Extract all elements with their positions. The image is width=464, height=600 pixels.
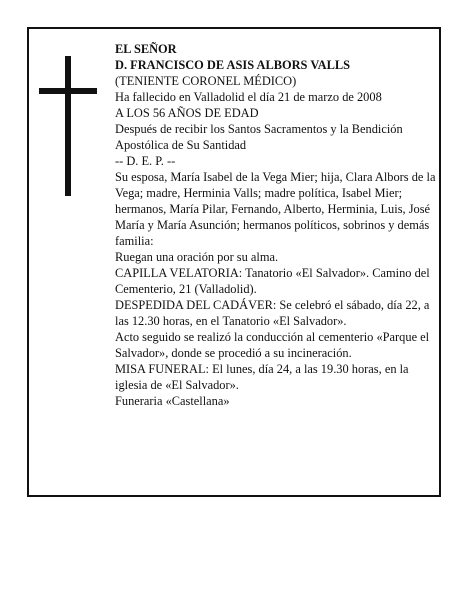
sacraments: Después de recibir los Santos Sacramentos y la Bendición Apostólica de Su Santidad bbox=[115, 122, 403, 152]
cross-vertical-bar bbox=[65, 56, 71, 196]
cross-icon bbox=[39, 56, 97, 196]
prayer: Ruegan una oración por su alma. bbox=[115, 250, 279, 264]
death-notice: Ha fallecido en Valladolid el día 21 de marzo de 2008 bbox=[115, 90, 382, 104]
deceased-name: D. FRANCISCO DE ASIS ALBORS VALLS bbox=[115, 58, 351, 72]
heading: EL SEÑOR bbox=[115, 42, 177, 56]
departure: DESPEDIDA DEL CADÁVER: Se celebró el sábado, día 22, a las 12.30 horas, en el Tanatorio «El Salvador». bbox=[115, 298, 430, 328]
funeral-home: Funeraria «Castellana» bbox=[115, 394, 230, 408]
rip: -- D. E. P. -- bbox=[115, 154, 176, 168]
obituary-frame bbox=[27, 27, 441, 497]
funeral-mass: MISA FUNERAL: El lunes, día 24, a las 19.30 horas, en la iglesia de «El Salvador». bbox=[115, 362, 409, 392]
rank: (TENIENTE CORONEL MÉDICO) bbox=[115, 74, 297, 88]
conduction: Acto seguido se realizó la conducción al cementerio «Parque el Salvador», donde se procedió a su incineración. bbox=[115, 330, 430, 360]
family: Su esposa, María Isabel de la Vega Mier; hija, Clara Albors de la Vega; madre, Herminia Valls; madre política, Isabel Mier; hermanos, María Pilar, Fernando, Alberto, Herminia, Luis, José María y María Asunción; hermanos políticos, sobrinos y demás familia: bbox=[115, 170, 436, 248]
cross-horizontal-bar bbox=[39, 88, 97, 94]
obituary-text bbox=[115, 41, 437, 409]
age: A LOS 56 AÑOS DE EDAD bbox=[115, 106, 259, 120]
chapel: CAPILLA VELATORIA: Tanatorio «El Salvador». Camino del Cementerio, 21 (Valladolid). bbox=[115, 266, 430, 296]
